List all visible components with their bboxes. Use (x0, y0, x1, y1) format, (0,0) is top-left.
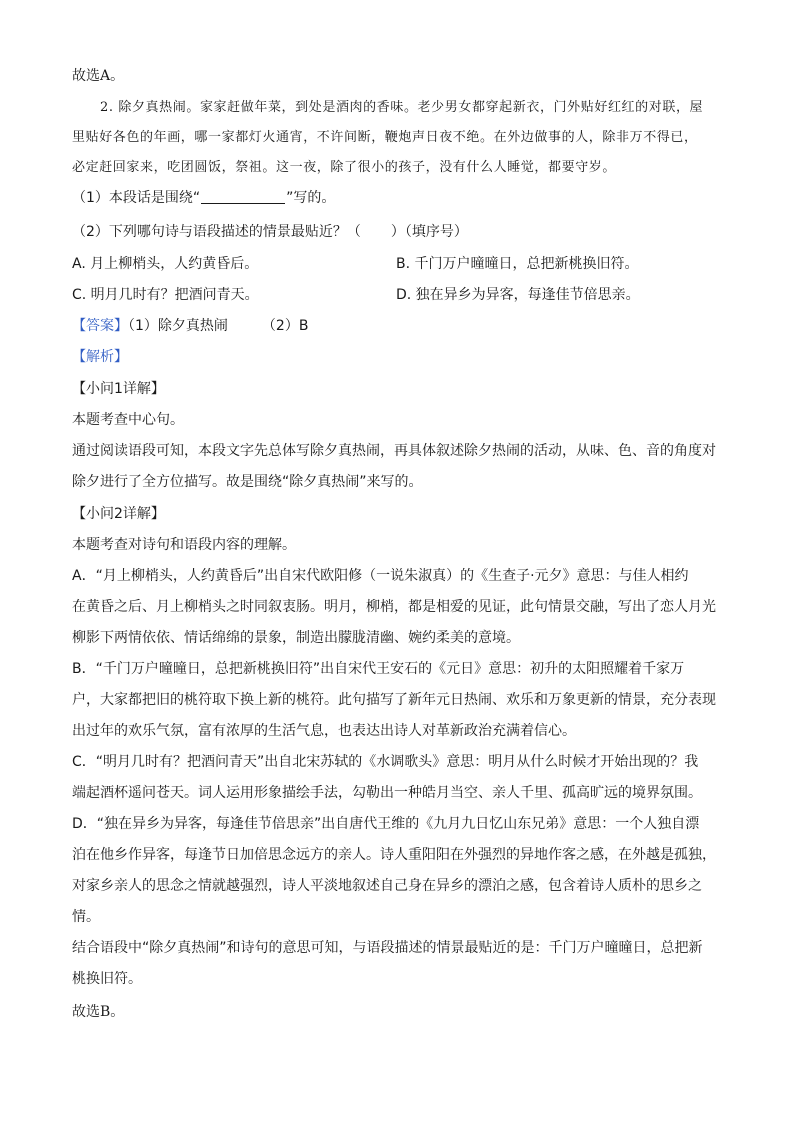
q2-line-14: 结合语段中“除夕真热闹”和诗句的意思可知，与语段描述的情景最贴近的是：千门万户曈曈日，总把新 (72, 940, 703, 956)
passage-line-1 (100, 98, 722, 118)
answer-blank[interactable] (201, 189, 285, 204)
q2-line-15: 桃换旧符。 (72, 971, 142, 987)
q1-line-2: 通过阅读语段可知，本段文字先总体写除夕真热闹，再具体叙述除夕热闹的活动，从味、色、音的角度对 (72, 443, 716, 459)
q2-header: 【小问2详解】 (72, 506, 165, 522)
passage-line-3: 必定赶回家来，吃团圆饭，祭祖。这一夜，除了很小的孩子，没有什么人睡觉，都要守岁。 (72, 160, 617, 175)
question-number: 2. (100, 100, 114, 115)
q2-line-12: 对家乡亲人的思念之情就越强烈，诗人平淡地叙述自己身在异乡的漂泊之感，包含着诗人质朴的思乡之 (72, 878, 702, 894)
analysis-tag: 【解析】 (72, 349, 128, 365)
final-answer: 故选B。 (72, 1004, 125, 1020)
answer-line (72, 316, 722, 336)
q1-line-1: 本题考查中心句。 (72, 412, 184, 428)
passage-line-2: 里贴好各色的年画，哪一家都灯火通宵，不许间断，鞭炮声日夜不绝。在外边做事的人，除非万不得已， (72, 130, 698, 145)
passage-text-1: 除夕真热闹。家家赶做年菜，到处是酒肉的香味。老少男女都穿起新衣，门外贴好红红的对联，屋 (118, 100, 704, 115)
option-a: A. 月上柳梢头，人约黄昏后。 (72, 256, 259, 272)
answer-part-2: （2）B (261, 318, 309, 334)
previous-answer: 故选A。 (72, 68, 125, 84)
q2-line-8: C．“明月几时有？把酒问青天”出自北宋苏轼的《水调歌头》意思：明月从什么时候才开始出现的？我 (72, 754, 699, 770)
q2-line-9: 端起酒杯遥问苍天。词人运用形象描绘手法，勾勒出一种皓月当空、亲人千里、孤高旷远的境界氛围。 (72, 785, 702, 801)
q1-header: 【小问1详解】 (72, 381, 165, 397)
option-c: C. 明月几时有？把酒问青天。 (72, 287, 259, 303)
q2-line-11: 泊在他乡作异客，每逢节日加倍思念远方的亲人。诗人重阳阳在外强烈的异地作客之感，在外越是孤独， (72, 847, 716, 863)
q2-line-4: 柳影下两情依依、情话绵绵的景象，制造出朦胧清幽、婉约柔美的意境。 (72, 630, 520, 646)
q2-line-2: A．“月上柳梢头，人约黄昏后”出自宋代欧阳修（一说朱淑真）的《生查子·元夕》意思：与佳人相约 (72, 568, 689, 584)
q2-line-3: 在黄昏之后、月上柳梢头之时同叙衷肠。明月，柳梢，都是相爱的见证，此句情景交融，写出了恋人月光 (72, 599, 716, 615)
q1-line-3: 除夕进行了全方位描写。故是围绕“除夕真热闹”来写的。 (72, 474, 423, 490)
sub-question-1: （1）本段话是围绕“ ”写的。 (72, 190, 336, 206)
option-d: D. 独在异乡为异客，每逢佳节倍思亲。 (396, 287, 640, 303)
answer-tag: 【答案】 (72, 318, 128, 334)
q2-line-5: B．“千门万户曈曈日，总把新桃换旧符”出自宋代王安石的《元日》意思：初升的太阳照耀着千家万 (72, 661, 685, 677)
answer-part-1: （1）除夕真热闹 (128, 318, 228, 334)
q2-line-7: 出过年的欢乐气氛，富有浓厚的生活气息，也表达出诗人对革新政治充满着信心。 (72, 723, 576, 739)
option-b: B. 千门万户曈曈日，总把新桃换旧符。 (396, 256, 639, 272)
q2-line-13: 情。 (72, 909, 100, 925)
q2-line-1: 本题考查对诗句和语段内容的理解。 (72, 537, 296, 553)
q2-line-6: 户，大家都把旧的桃符取下换上新的桃符。此句描写了新年元日热闹、欢乐和万象更新的情景，充分表现 (72, 692, 716, 708)
q2-line-10: D．“独在异乡为异客，每逢佳节倍思亲”出自唐代王维的《九月九日忆山东兄弟》意思：一个人独自漂 (72, 816, 700, 832)
sub-question-2: （2）下列哪句诗与语段描述的情景最贴近？（ ）（填序号） (72, 224, 468, 240)
